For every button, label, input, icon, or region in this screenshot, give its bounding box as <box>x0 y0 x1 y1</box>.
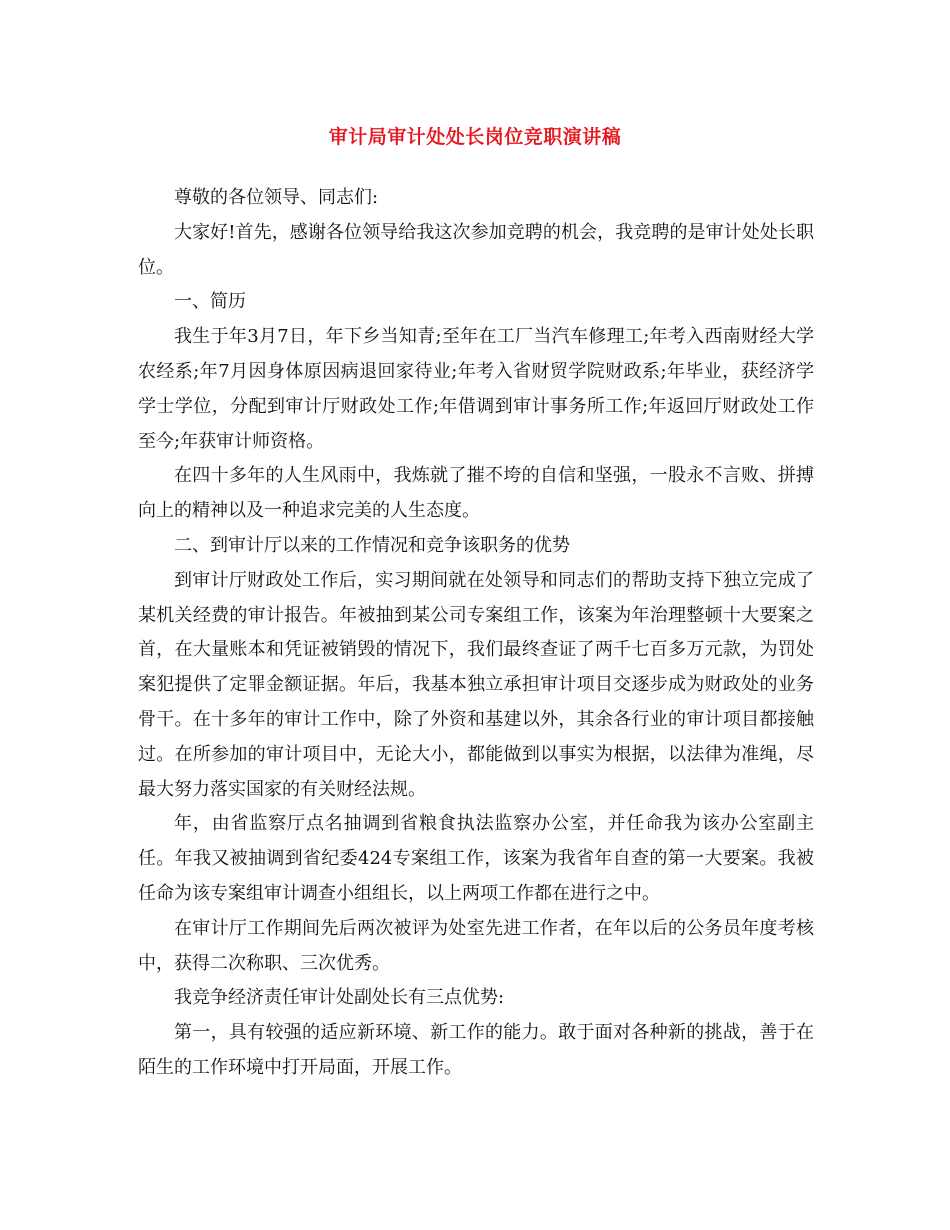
paragraph-advantages-intro: 我竞争经济责任审计处副处长有三点优势: <box>174 987 505 1009</box>
paragraph-greeting: 大家好!首先，感谢各位领导给我这次参加竞聘的机会，我竞聘的是审计处处长职位。 <box>138 221 814 278</box>
section-heading-work: 二、到审计厅以来的工作情况和竞争该职务的优势 <box>174 534 570 556</box>
document-title: 审计局审计处处长岗位竞职演讲稿 <box>328 126 622 148</box>
paragraph-resume: 我生于年3月7日，年下乡当知青;至年在工厂当汽车修理工;年考入西南财经大学农经系;年7月因身体原因病退回家待业;年考入省财贸学院财政系;年毕业，获经济学学士学位，分配到审计厅财政处工作;年借调到审计事务所工作;年返回厅财政处工作至今;年获审计师资格。 <box>138 326 814 452</box>
paragraph-salutation: 尊敬的各位领导、同志们: <box>174 187 379 208</box>
document-body <box>138 181 814 1086</box>
paragraph-evaluations: 在审计厅工作期间先后两次被评为处室先进工作者，在年以后的公务员年度考核中，获得二次称职、三次优秀。 <box>138 917 814 974</box>
paragraph-work-experience: 到审计厅财政处工作后，实习期间就在处领导和同志们的帮助支持下独立完成了某机关经费的审计报告。年被抽到某公司专案组工作，该案为年治理整顿十大要案之首，在大量账本和凭证被销毁的情况下，我们最终查证了两千七百多万元款，为罚处案犯提供了定罪金额证据。年后，我基本独立承担审计项目交逐步成为财政处的业务骨干。在十多年的审计工作中，除了外资和基建以外，其余各行业的审计项目都接触过。在所参加的审计项目中，无论大小，都能做到以事实为根据，以法律为准绳，尽最大努力落实国家的有关财经法规。 <box>138 569 814 800</box>
section-heading-resume: 一、简历 <box>174 291 246 313</box>
paragraph-secondment: 年，由省监察厅点名抽调到省粮食执法监察办公室，并任命我为该办公室副主任。年我又被抽调到省纪委424专案组工作，该案为我省年自查的第一大要案。我被任命为该专案组审计调查小组组长，以上两项工作都在进行之中。 <box>138 813 814 904</box>
paragraph-advantage-one: 第一，具有较强的适应新环境、新工作的能力。敢于面对各种新的挑战，善于在陌生的工作环境中打开局面，开展工作。 <box>138 1022 814 1078</box>
paragraph-character: 在四十多年的人生风雨中，我炼就了摧不垮的自信和坚强，一股永不言败、拼搏向上的精神以及一种追求完美的人生态度。 <box>138 465 814 522</box>
